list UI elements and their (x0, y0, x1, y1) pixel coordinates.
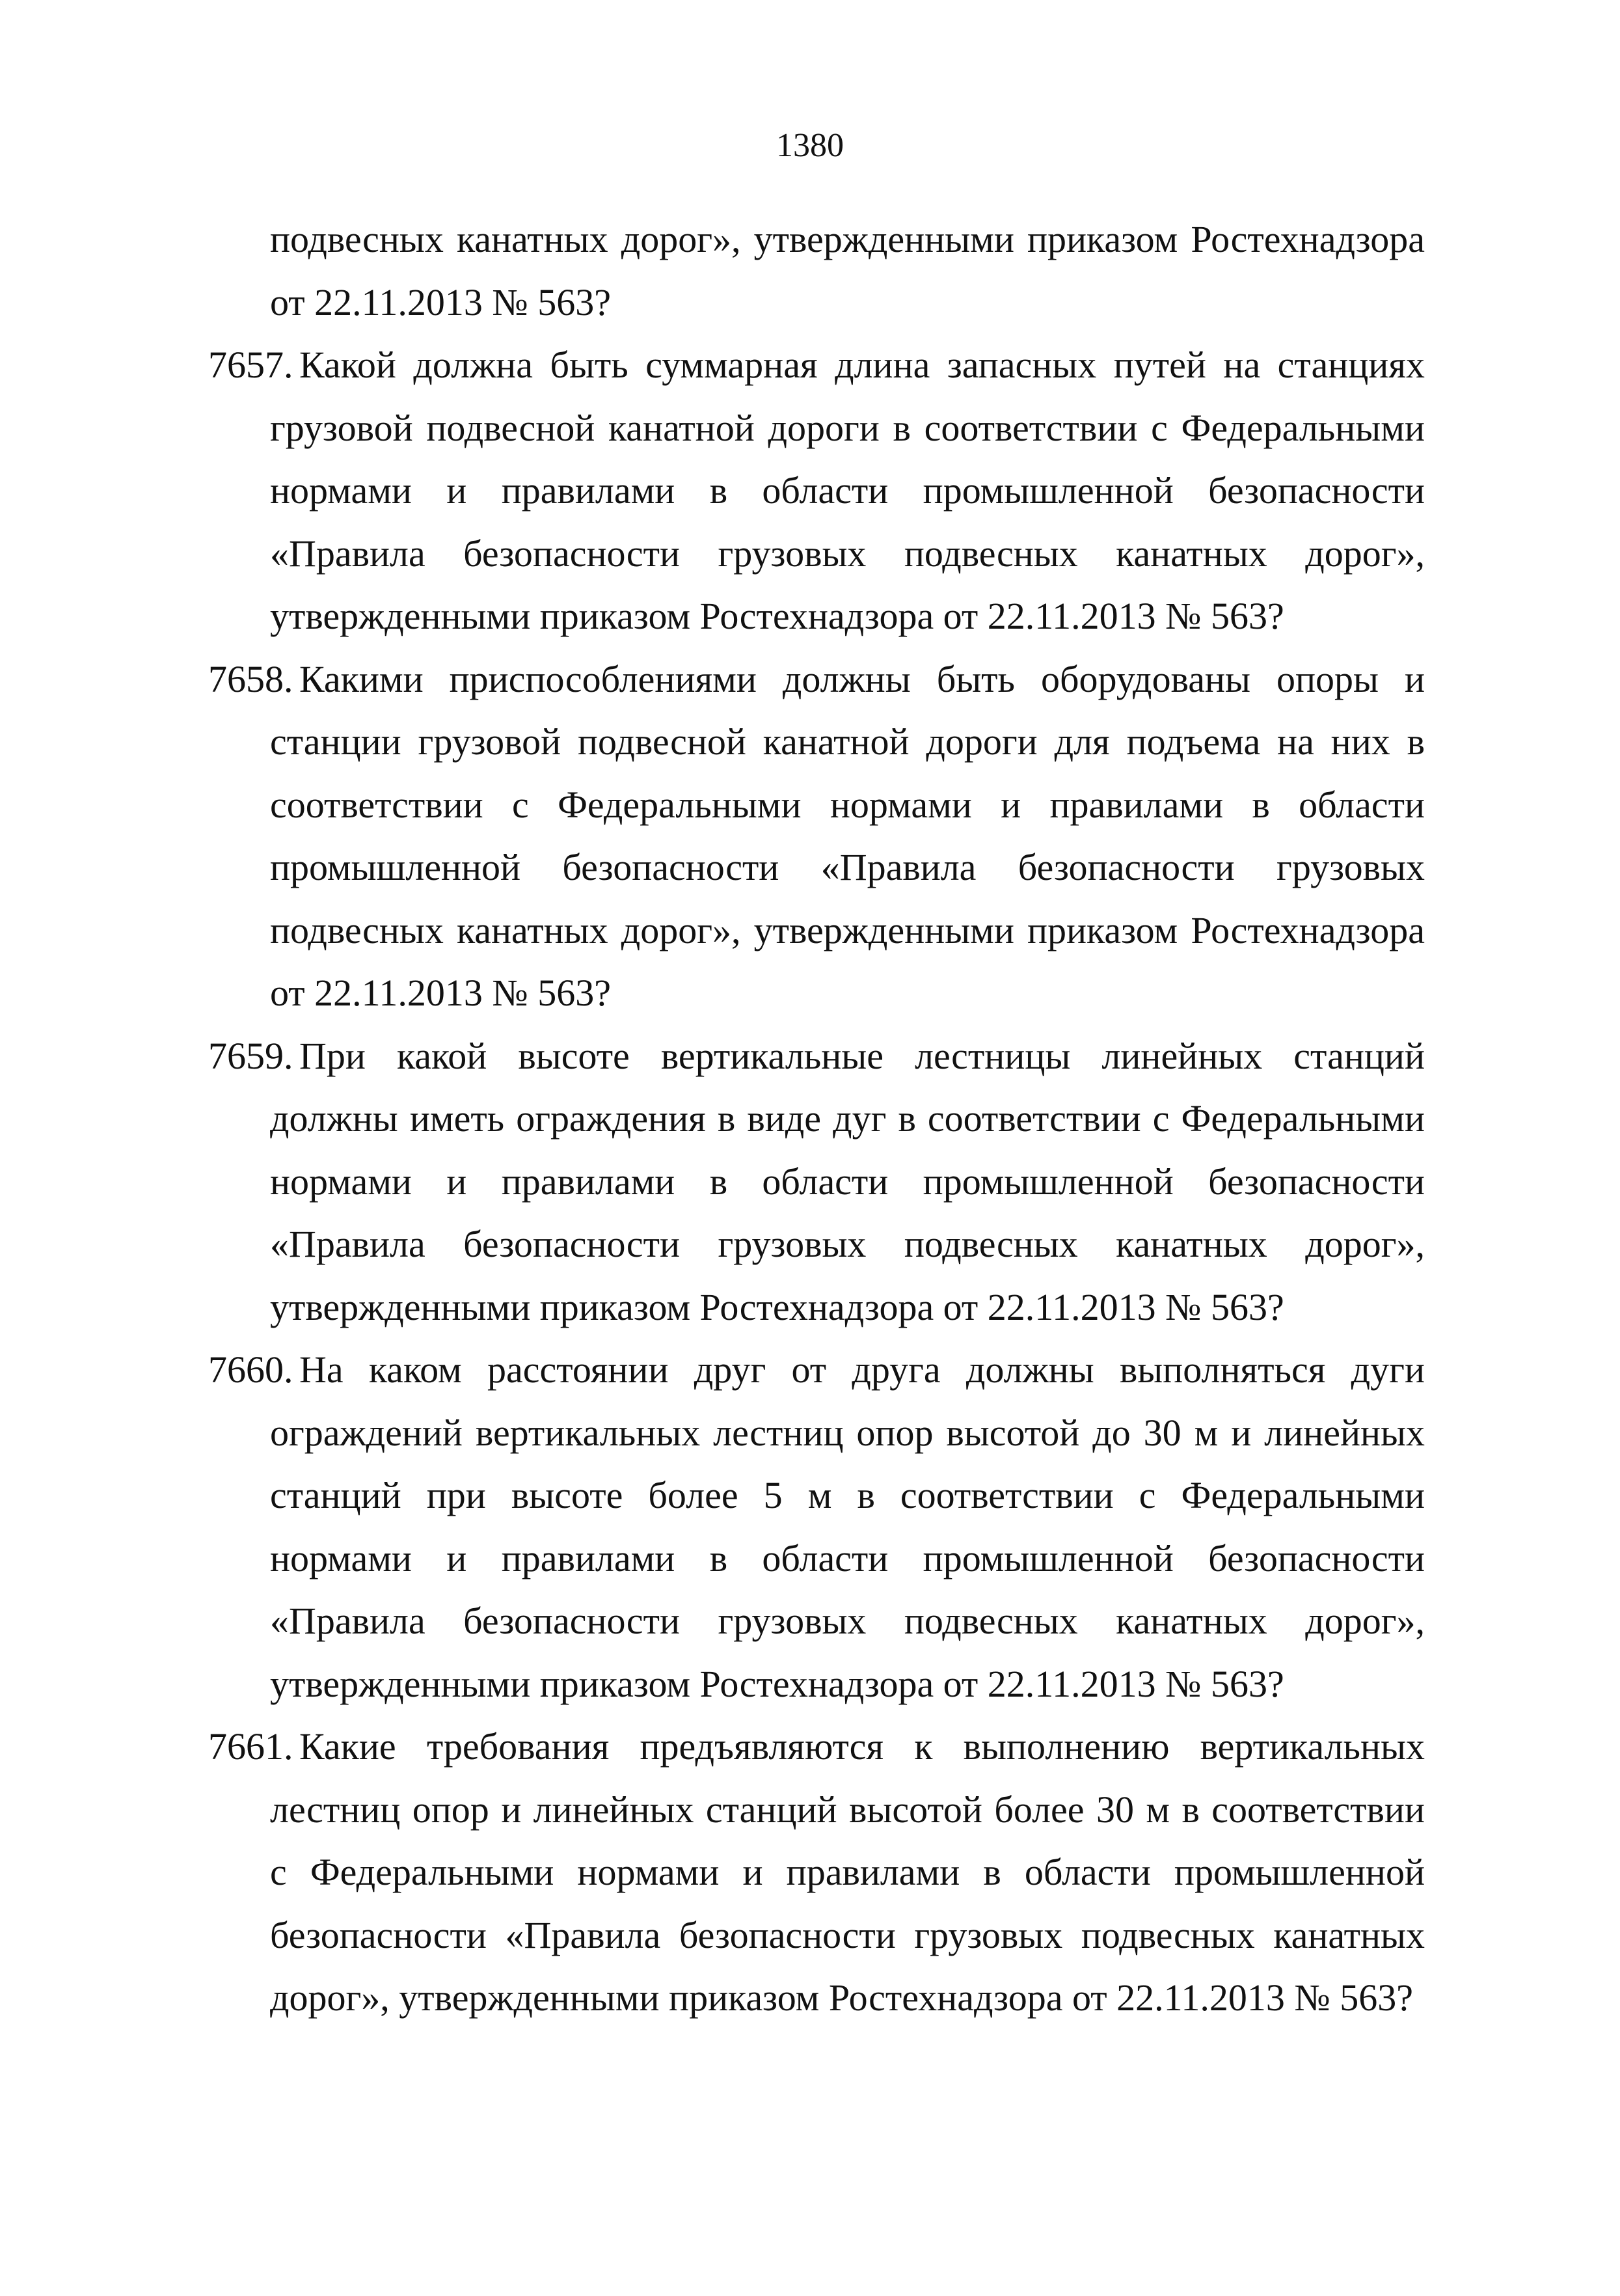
question-text: При какой высоте вертикальные лестницы линейных станций должны иметь ограждения в виде дуг в соответствии с Федеральными нормами и правилами в области промышленной безопасности «Правила безопасности грузовых подвесных канатных дорог», утвержденными приказом Ростехнадзора от 22.11.2013 № 563? (270, 1034, 1425, 1328)
page-number: 1380 (776, 127, 844, 164)
question-item (208, 1025, 1425, 1339)
question-item (208, 1339, 1425, 1715)
question-number: 7657. (208, 344, 293, 386)
question-text: Какой должна быть суммарная длина запасных путей на станциях грузовой подвесной канатной дороги в соответствии с Федеральными нормами и правилами в области промышленной безопасности «Правила безопасности грузовых подвесных канатных дорог», утвержденными приказом Ростехнадзора от 22.11.2013 № 563? (270, 344, 1425, 637)
question-number: 7658. (208, 657, 293, 700)
question-number: 7660. (208, 1348, 293, 1391)
question-item (208, 334, 1425, 648)
question-list (208, 208, 1425, 2030)
question-text: Какие требования предъявляются к выполнению вертикальных лестниц опор и линейных станций высотой более 30 м в соответствии с Федеральными нормами и правилами в области промышленной безопасности «Правила безопасности грузовых подвесных канатных дорог», утвержденными приказом Ростехнадзора от 22.11.2013 № 563? (270, 1725, 1425, 2019)
continuation-text: подвесных канатных дорог», утвержденными приказом Ростехнадзора от 22.11.2013 № 563? (270, 218, 1425, 323)
question-number: 7661. (208, 1725, 293, 1768)
question-item (208, 1715, 1425, 2030)
question-item (208, 648, 1425, 1025)
question-text: Какими приспособлениями должны быть оборудованы опоры и станции грузовой подвесной канатной дороги для подъема на них в соответствии с Федеральными нормами и правилами в области промышленной безопасности «Правила безопасности грузовых подвесных канатных дорог», утвержденными приказом Ростехнадзора от 22.11.2013 № 563? (270, 657, 1425, 1014)
question-text: На каком расстоянии друг от друга должны выполняться дуги ограждений вертикальных лестниц опор высотой до 30 м и линейных станций при высоте более 5 м в соответствии с Федеральными нормами и правилами в области промышленной безопасности «Правила безопасности грузовых подвесных канатных дорог», утвержденными приказом Ростехнадзора от 22.11.2013 № 563? (270, 1348, 1425, 1705)
question-number: 7659. (208, 1034, 293, 1077)
